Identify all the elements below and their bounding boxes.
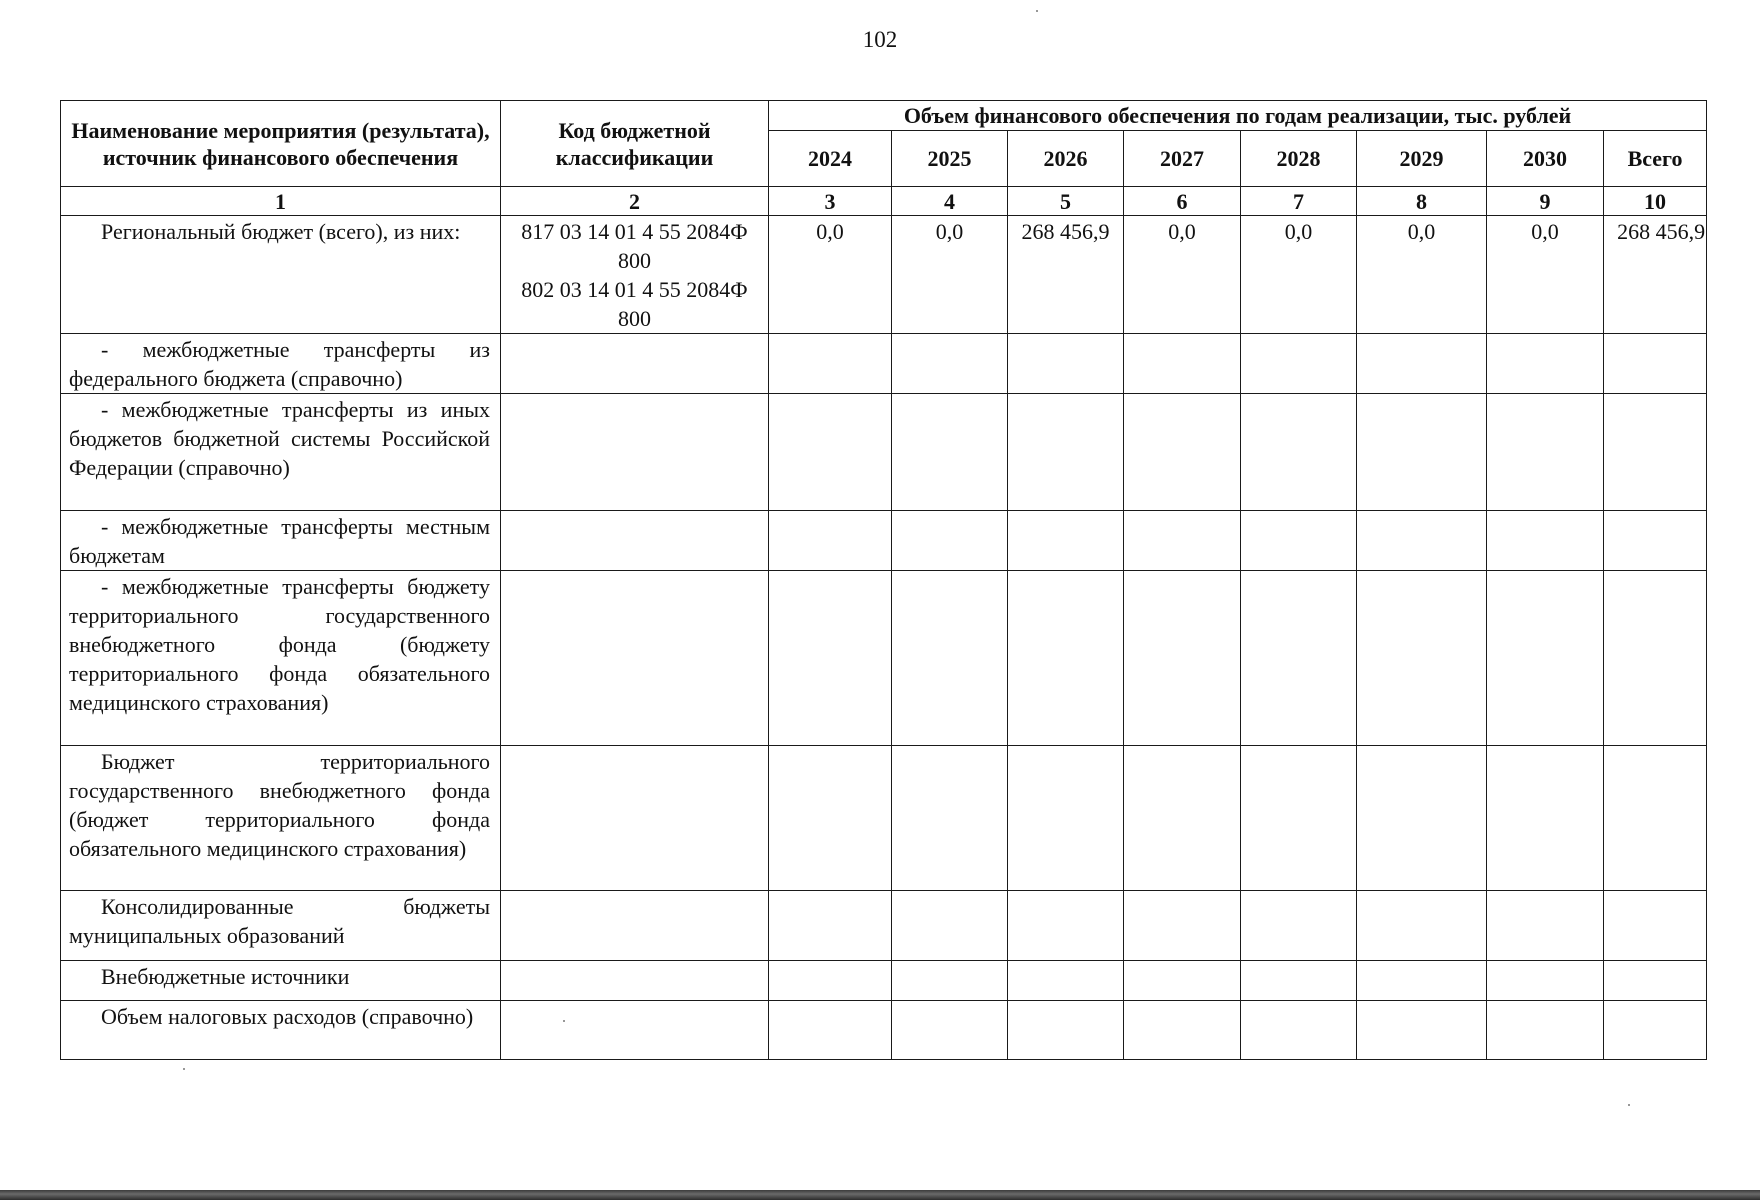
row-value-year bbox=[769, 571, 892, 746]
row-value-year bbox=[1124, 1001, 1241, 1060]
row-value-year bbox=[1357, 891, 1487, 961]
row-value-year bbox=[1241, 334, 1357, 394]
row-value-year: 268 456,9 bbox=[1008, 216, 1124, 334]
header-total: Всего bbox=[1604, 131, 1707, 187]
row-value-year bbox=[1357, 511, 1487, 571]
column-number: 6 bbox=[1124, 187, 1241, 216]
row-value-year bbox=[1357, 1001, 1487, 1060]
row-value-year bbox=[1241, 511, 1357, 571]
row-value-year bbox=[1124, 394, 1241, 511]
row-value-year bbox=[892, 891, 1008, 961]
column-number: 2 bbox=[501, 187, 769, 216]
row-value-total bbox=[1604, 1001, 1707, 1060]
header-volume-group: Объем финансового обеспечения по годам реализации, тыс. рублей bbox=[769, 101, 1707, 131]
row-value-year bbox=[1124, 571, 1241, 746]
row-value-year bbox=[1357, 334, 1487, 394]
row-value-year bbox=[1357, 571, 1487, 746]
column-number: 9 bbox=[1487, 187, 1604, 216]
row-value-year bbox=[1241, 891, 1357, 961]
row-value-year bbox=[1241, 394, 1357, 511]
row-value-year bbox=[1487, 746, 1604, 891]
table-row bbox=[61, 1001, 1707, 1060]
row-value-total: 268 456,9 bbox=[1604, 216, 1707, 334]
table-row bbox=[61, 216, 1707, 334]
row-value-total bbox=[1604, 891, 1707, 961]
row-value-year bbox=[1487, 1001, 1604, 1060]
row-value-year bbox=[769, 746, 892, 891]
row-source-name: Бюджет территориального государственного внебюджетного фонда (бюджет территориального фонда обязательного медицинского страхования) bbox=[61, 746, 501, 891]
row-value-year bbox=[1008, 394, 1124, 511]
row-value-year bbox=[1241, 1001, 1357, 1060]
row-value-year bbox=[1487, 394, 1604, 511]
table-body bbox=[61, 216, 1707, 1060]
row-budget-code bbox=[501, 394, 769, 511]
financing-table bbox=[60, 100, 1707, 1060]
row-value-year bbox=[769, 511, 892, 571]
row-source-name: Региональный бюджет (всего), из них: bbox=[61, 216, 501, 334]
table-row bbox=[61, 891, 1707, 961]
row-value-year: 0,0 bbox=[892, 216, 1008, 334]
row-budget-code bbox=[501, 216, 769, 334]
row-value-year bbox=[1357, 961, 1487, 1001]
row-value-year bbox=[892, 746, 1008, 891]
row-value-year bbox=[1008, 961, 1124, 1001]
row-value-total bbox=[1604, 961, 1707, 1001]
row-value-year bbox=[1124, 746, 1241, 891]
row-source-name: Консолидированные бюджеты муниципальных образований bbox=[61, 891, 501, 961]
row-value-year bbox=[1124, 334, 1241, 394]
column-number: 10 bbox=[1604, 187, 1707, 216]
header-row-top bbox=[61, 101, 1707, 131]
row-value-year bbox=[1124, 961, 1241, 1001]
scan-speck bbox=[563, 1020, 565, 1022]
row-budget-code bbox=[501, 961, 769, 1001]
row-value-year bbox=[1124, 891, 1241, 961]
row-value-year bbox=[1487, 334, 1604, 394]
header-year: 2025 bbox=[892, 131, 1008, 187]
row-value-year bbox=[769, 891, 892, 961]
row-value-year bbox=[892, 511, 1008, 571]
row-source-name: - межбюджетные трансферты бюджету территориального государственного внебюджетного фонда (бюджету территориального фонда обязательного медицинского страхования) bbox=[61, 571, 501, 746]
row-value-total bbox=[1604, 394, 1707, 511]
table-row bbox=[61, 571, 1707, 746]
row-source-name: - межбюджетные трансферты из иных бюджетов бюджетной системы Российской Федерации (справочно) bbox=[61, 394, 501, 511]
row-value-year bbox=[1008, 746, 1124, 891]
row-value-year bbox=[892, 334, 1008, 394]
row-value-year bbox=[1008, 334, 1124, 394]
budget-code-line: 802 03 14 01 4 55 2084Ф 800 bbox=[521, 277, 748, 331]
row-value-year bbox=[769, 394, 892, 511]
row-value-year bbox=[1241, 961, 1357, 1001]
row-value-year bbox=[1008, 1001, 1124, 1060]
row-value-year bbox=[892, 1001, 1008, 1060]
scan-bottom-edge bbox=[0, 1190, 1760, 1200]
row-value-total bbox=[1604, 571, 1707, 746]
table-row bbox=[61, 394, 1707, 511]
row-budget-code bbox=[501, 511, 769, 571]
row-value-year bbox=[1008, 571, 1124, 746]
page-number: 102 bbox=[862, 27, 898, 52]
header-year: 2029 bbox=[1357, 131, 1487, 187]
row-source-name: Внебюджетные источники bbox=[61, 961, 501, 1001]
row-value-year bbox=[1241, 746, 1357, 891]
header-year: 2026 bbox=[1008, 131, 1124, 187]
row-value-year: 0,0 bbox=[1124, 216, 1241, 334]
row-budget-code bbox=[501, 891, 769, 961]
row-value-year bbox=[1124, 511, 1241, 571]
scan-speck bbox=[1036, 10, 1038, 12]
header-year: 2027 bbox=[1124, 131, 1241, 187]
column-number: 3 bbox=[769, 187, 892, 216]
column-number: 8 bbox=[1357, 187, 1487, 216]
column-number: 1 bbox=[61, 187, 501, 216]
column-numbers-row bbox=[61, 187, 1707, 216]
column-number: 7 bbox=[1241, 187, 1357, 216]
column-number: 4 bbox=[892, 187, 1008, 216]
row-value-total bbox=[1604, 746, 1707, 891]
row-value-year bbox=[892, 394, 1008, 511]
row-value-year bbox=[769, 1001, 892, 1060]
row-value-year bbox=[1487, 961, 1604, 1001]
header-year: 2030 bbox=[1487, 131, 1604, 187]
row-value-year bbox=[769, 961, 892, 1001]
scan-speck bbox=[1628, 1104, 1630, 1106]
header-year: 2024 bbox=[769, 131, 892, 187]
row-source-name: - межбюджетные трансферты местным бюджетам bbox=[61, 511, 501, 571]
row-value-year bbox=[1008, 891, 1124, 961]
row-value-total bbox=[1604, 334, 1707, 394]
budget-code-line: 817 03 14 01 4 55 2084Ф 800 bbox=[521, 219, 748, 273]
row-value-year bbox=[892, 571, 1008, 746]
row-value-year bbox=[1241, 571, 1357, 746]
header-code-column: Код бюджетной классификации bbox=[501, 101, 769, 187]
row-budget-code bbox=[501, 746, 769, 891]
row-source-name: - межбюджетные трансферты из федерального бюджета (справочно) bbox=[61, 334, 501, 394]
row-value-year bbox=[1487, 511, 1604, 571]
row-value-year bbox=[1008, 511, 1124, 571]
table-row bbox=[61, 511, 1707, 571]
table-row bbox=[61, 961, 1707, 1001]
row-value-year: 0,0 bbox=[1241, 216, 1357, 334]
row-budget-code bbox=[501, 334, 769, 394]
header-name-column: Наименование мероприятия (результата), источник финансового обеспечения bbox=[61, 101, 501, 187]
row-value-year: 0,0 bbox=[1357, 216, 1487, 334]
row-value-year bbox=[1357, 394, 1487, 511]
row-value-year bbox=[1487, 891, 1604, 961]
row-value-year: 0,0 bbox=[1487, 216, 1604, 334]
row-value-year bbox=[892, 961, 1008, 1001]
table-row bbox=[61, 334, 1707, 394]
row-value-year bbox=[769, 334, 892, 394]
row-value-year: 0,0 bbox=[769, 216, 892, 334]
scan-speck bbox=[183, 1068, 185, 1070]
row-value-year bbox=[1357, 746, 1487, 891]
row-budget-code bbox=[501, 1001, 769, 1060]
table-row bbox=[61, 746, 1707, 891]
row-budget-code bbox=[501, 571, 769, 746]
row-value-total bbox=[1604, 511, 1707, 571]
row-value-year bbox=[1487, 571, 1604, 746]
row-source-name: Объем налоговых расходов (справочно) bbox=[61, 1001, 501, 1060]
column-number: 5 bbox=[1008, 187, 1124, 216]
header-year: 2028 bbox=[1241, 131, 1357, 187]
